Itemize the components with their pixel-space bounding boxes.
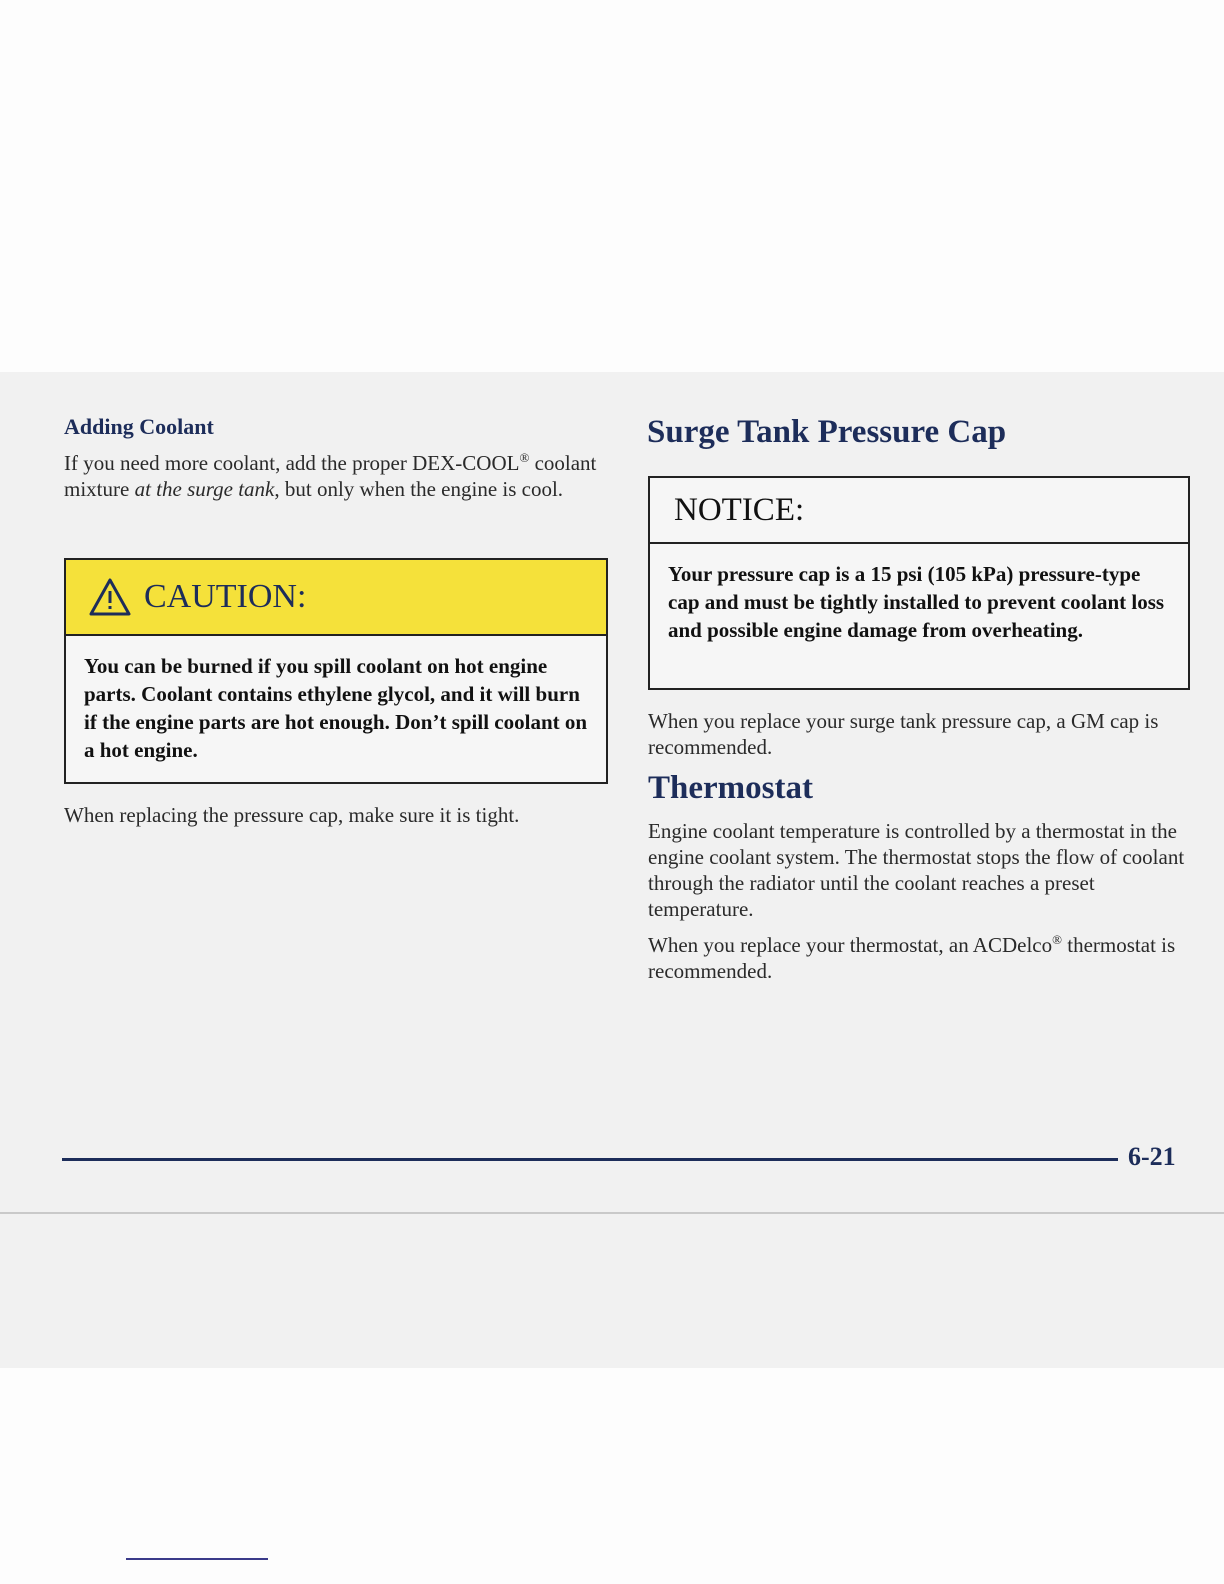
gm-cap-paragraph: When you replace your surge tank pressure cap, a GM cap is recommended. [648, 709, 1159, 759]
bottom-short-rule [126, 1558, 268, 1560]
pressure-cap-tight-paragraph: When replacing the pressure cap, make sure it is tight. [64, 803, 520, 827]
left-column [64, 414, 612, 827]
adding-coolant-paragraph: If you need more coolant, add the proper DEX-COOL® coolant mixture at the surge tank, but only when the engine is cool. [64, 450, 597, 501]
notice-body: Your pressure cap is a 15 psi (105 kPa) pressure-type cap and must be tightly installed to prevent coolant loss and possible engine damage from overheating. [668, 562, 1165, 642]
caution-title: CAUTION: [144, 578, 307, 615]
thermostat-title: Thermostat [648, 770, 813, 806]
acdelco-paragraph: When you replace your thermostat, an ACDelco® thermostat is recommended. [648, 932, 1176, 983]
thermostat-paragraph: Engine coolant temperature is controlled by a thermostat in the engine coolant system. The thermostat stops the flow of coolant through the radiator until the coolant reaches a preset temperature. [648, 819, 1185, 921]
adding-coolant-heading: Adding Coolant [64, 414, 214, 439]
caution-header [66, 560, 606, 636]
page-number: 6-21 [1128, 1142, 1176, 1171]
footer-rule [62, 1158, 1118, 1161]
notice-title: NOTICE: [674, 491, 805, 528]
caution-box [64, 558, 608, 784]
bottom-divider [0, 1212, 1224, 1214]
notice-header [650, 478, 1188, 544]
warning-triangle-icon [88, 577, 132, 617]
surge-tank-title: Surge Tank Pressure Cap [647, 414, 1007, 450]
notice-box [648, 476, 1190, 690]
right-column [647, 414, 1203, 983]
caution-body: You can be burned if you spill coolant on hot engine parts. Coolant contains ethylene glycol, and it will burn if the engine parts are hot enough. Don’t spill coolant on a hot engine. [84, 654, 588, 762]
